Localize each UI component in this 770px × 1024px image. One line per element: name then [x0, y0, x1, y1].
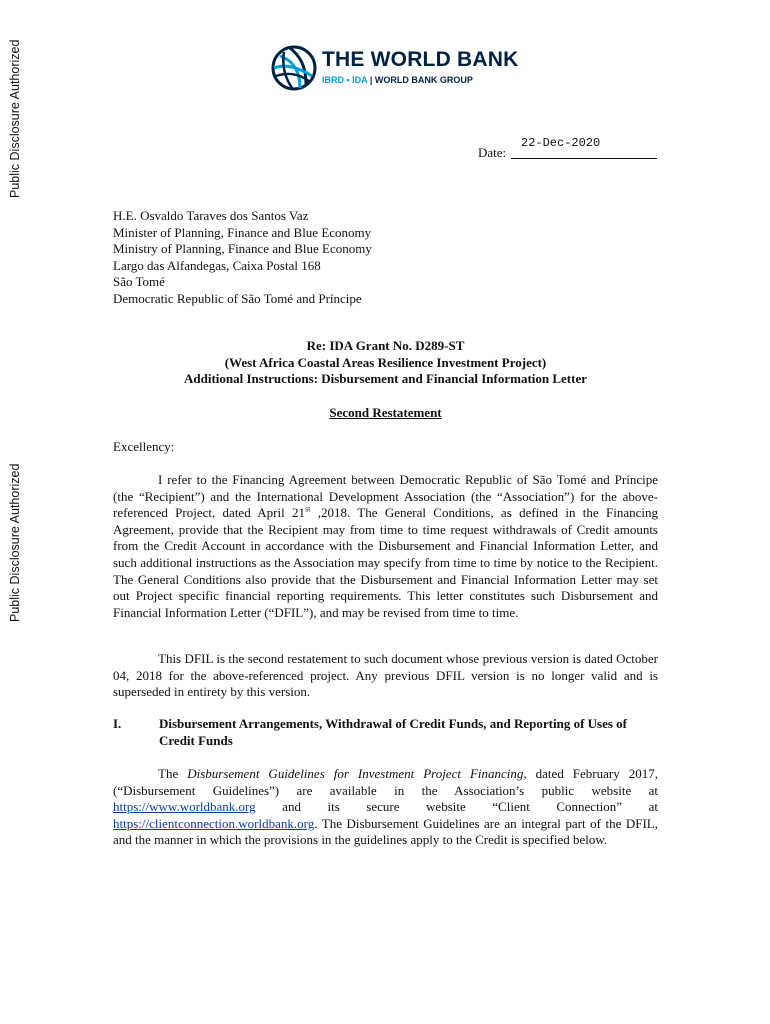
world-bank-logo: [270, 44, 519, 96]
date-underline: [511, 158, 657, 159]
address-line: São Tomé: [113, 274, 165, 290]
recipient-address: [113, 208, 372, 308]
intro-paragraph: I refer to the Financing Agreement between Democratic Republic of São Tomé and Príncipe (the “Recipient”) and the International Development Association (the “Association”) for the above-referenced Project, dated April 21st ,2018. The General Conditions, as defined in the Financing Agreement, provide that the Recipient may from time to time request withdrawals of Credit amounts from the Credit Account in accordance with the Disbursement and Financial Information Letter, and such additional instructions as the Association may specify from time to time by notice to the Recipient. The General Conditions also provide that the Disbursement and Financial Information Letter may set out Project specific financial reporting requirements. This letter constitutes such Disbursement and Financial Information Letter (“DFIL”), and may be revised from time to time.: [113, 472, 658, 620]
guidelines-paragraph: The Disbursement Guidelines for Investment Project Financing, dated February 2017, (“Disbursement Guidelines”) are available in the Association’s public website at https://www.worldbank.org and its secure website “Client Connection” at https://clientconnection.worldbank.org. The Disbursement Guidelines are an integral part of the DFIL, and the manner in which the provisions in the guidelines apply to the Credit is specified below.: [113, 766, 658, 848]
address-line: Minister of Planning, Finance and Blue Economy: [113, 224, 372, 240]
salutation: Excellency:: [113, 439, 175, 454]
date-label: Date:: [478, 145, 507, 160]
subject-line: (West Africa Coastal Areas Resilience Investment Project): [224, 354, 547, 370]
subject-line: Additional Instructions: Disbursement and Financial Information Letter: [183, 371, 588, 387]
restatement-paragraph: This DFIL is the second restatement to such document whose previous version is dated October 04, 2018 for the above-referenced project. Any previous DFIL version is no longer valid and is superseded in entirety by this version.: [113, 651, 658, 700]
address-line: Democratic Republic of São Tomé and Príncipe: [113, 290, 362, 306]
section-title: Disbursement Arrangements, Withdrawal of Credit Funds, and Reporting of Uses of Credit Funds: [159, 716, 628, 748]
subject-heading: [113, 338, 658, 388]
address-line: H.E. Osvaldo Taraves dos Santos Vaz: [113, 208, 309, 223]
subject-line: Re: IDA Grant No. D289-ST: [306, 338, 465, 353]
address-line: Largo das Alfandegas, Caixa Postal 168: [113, 257, 321, 273]
globe-icon: [270, 44, 318, 92]
section-number: I.: [113, 716, 122, 731]
client-connection-link[interactable]: https://clientconnection.worldbank.org: [113, 815, 315, 831]
world-bank-name: THE WORLD BANK: [322, 48, 519, 71]
public-disclosure-label-top: Public Disclosure Authorized: [8, 39, 22, 198]
date-field: [478, 136, 660, 162]
public-disclosure-label-middle: Public Disclosure Authorized: [8, 463, 22, 622]
address-line: Ministry of Planning, Finance and Blue Economy: [113, 241, 372, 257]
world-bank-subtitle: IBRD • IDA | WORLD BANK GROUP: [322, 75, 473, 85]
restatement-heading: Second Restatement: [329, 405, 442, 420]
worldbank-link[interactable]: https://www.worldbank.org: [113, 799, 256, 815]
date-value: 22-Dec-2020: [521, 136, 601, 150]
